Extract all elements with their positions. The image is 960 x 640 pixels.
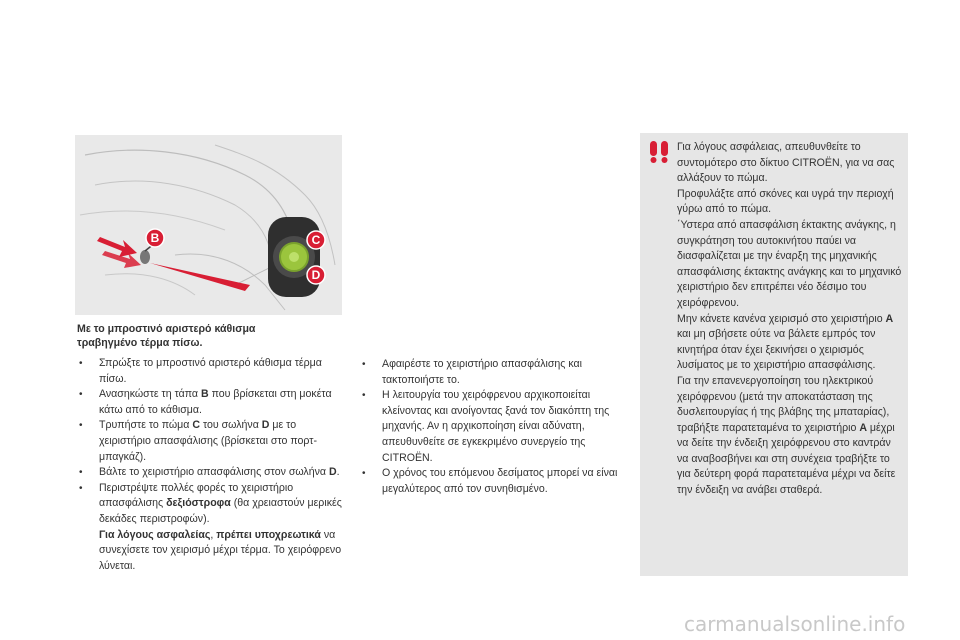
step-item: [77, 387, 345, 418]
emphasis-text: C: [192, 419, 201, 432]
text-segment: μέχρι να δείτε την ένδειξη χειρόφρενου στο καντράν να αναβοσβήνει και στη συνέχεια τραβήξτε το για δεύτερη φορά παρατεταμένα μέχρι να δείτε την ένδειξη να ανάβει σταθερά.: [677, 421, 896, 497]
emphasis-text: D: [329, 466, 337, 479]
bullet-icon: •: [362, 359, 366, 370]
text-segment: Προφυλάξτε από σκόνες και υγρά την περιοχή γύρω από το πώμα.: [677, 187, 894, 216]
text-segment: του σωλήνα: [200, 419, 262, 432]
label-b: B: [150, 231, 160, 245]
emphasis-text: A: [859, 421, 867, 434]
cap-b-shape: [140, 250, 150, 264]
step-item: [77, 418, 345, 465]
step-list: [77, 356, 345, 528]
emphasis-text: Για λόγους ασφαλείας: [99, 528, 211, 541]
seat-floor-drawing: [75, 135, 342, 315]
bullet-icon: •: [362, 390, 366, 402]
warning-text: [677, 140, 902, 499]
text-segment: Ο χρόνος του επόμενου δεσίματος μπορεί να είναι μεγαλύτερος από τον συνηθισμένο.: [382, 467, 618, 495]
section-heading: Με το μπροστινό αριστερό κάθισμα τραβηγμένο τέρμα πίσω.: [77, 323, 256, 349]
parking-brake-release-illustration: [75, 135, 342, 315]
step-item: [77, 465, 345, 481]
text-segment: Αφαιρέστε το χειριστήριο απασφάλισης και τακτοποιήστε το.: [382, 358, 582, 386]
text-segment: Για την επανενεργοποίηση του ηλεκτρικού χειρόφρενου (μετά την αποκατάσταση της δυσλειτουργίας ή της βλάβης της μπαταρίας), τραβήξτε παρατεταμένα το χειριστήριο: [677, 374, 890, 434]
text-segment: να συνεχίσετε τον χειρισμό μέχρι τέρμα. Το χειρόφρενο λύνεται.: [99, 528, 342, 572]
bullet-icon: •: [79, 358, 83, 369]
bullet-icon: •: [79, 467, 83, 479]
safety-note: [77, 528, 345, 575]
text-segment: .: [336, 466, 340, 479]
exclamation-warning-icon: [648, 141, 670, 163]
step-item: [77, 356, 345, 387]
text-segment: Βάλτε το χειριστήριο απασφάλισης στον σωλήνα: [99, 466, 329, 479]
text-segment: Μην κάνετε κανένα χειρισμό στο χειριστήριο: [677, 312, 886, 325]
text-segment: που βρίσκεται στη μοκέτα κάτω από το κάθισμα.: [99, 388, 332, 416]
warning-box: [640, 133, 908, 576]
step-item: [360, 466, 628, 497]
step-item: [360, 357, 628, 388]
text-segment: Περιστρέψτε πολλές φορές το χειριστήριο απασφάλισης: [99, 481, 294, 510]
text-segment: Για λόγους ασφάλειας, απευθυνθείτε το συντομότερο στο δίκτυο CITROËN, για να σας αλλάξουν το πώμα.: [677, 141, 895, 185]
bullet-icon: •: [79, 482, 83, 494]
emphasis-text: B: [200, 388, 209, 401]
text-segment: (θα χρειαστούν μερικές δεκάδες περιστροφών).: [99, 497, 342, 525]
bullet-icon: •: [79, 420, 83, 432]
text-segment: με το χειριστήριο απασφάλισης (βρίσκεται στο πορτ-μπαγκάζ).: [99, 419, 317, 463]
text-segment: και μη σβήσετε ούτε να βάλετε εμπρός τον κινητήρα όταν έχει ξεκινήσει ο χειρισμός λυσίματος με το χειριστήριο απασφάλισης.: [677, 328, 876, 372]
bullet-icon: •: [79, 389, 83, 401]
label-c: C: [311, 233, 321, 247]
text-segment: ΄Υστερα από απασφάλιση έκτακτης ανάγκης, η συγκράτηση του αυτοκινήτου παύει να διασφαλίζεται με την έναρξη της μηχανικής απασφάλισης έκτακτης ανάγκης και το μηχανικό χειριστήριο δεν επιτρέπει νέο δέσιμο του χειρόφρενου.: [677, 218, 902, 309]
text-segment: Τρυπήστε το πώμα: [99, 419, 193, 432]
emphasis-text: A: [885, 312, 894, 325]
emphasis-text: πρέπει υποχρεωτικά: [216, 528, 321, 541]
section-seat-back: [77, 322, 345, 574]
text-segment: Η λειτουργία του χειρόφρενου αρχικοποιείται κλείνοντας και ανοίγοντας ξανά τον διακόπτη της μηχανής. Αν η αρχικοποίηση είναι αδύνατη, απευθυνθείτε σε εγκεκριμένο συνεργείο της CITROËN.: [382, 389, 610, 464]
label-d: D: [311, 268, 321, 282]
watermark: carmanualsonline.info: [684, 612, 906, 636]
text-segment: Ανασηκώστε τη τάπα: [99, 388, 201, 401]
emphasis-text: δεξιόστροφα: [166, 497, 231, 510]
text-segment: Σπρώξτε το μπροστινό αριστερό κάθισμα τέρμα πίσω.: [99, 357, 322, 385]
text-segment: ,: [210, 528, 217, 541]
emphasis-text: D: [261, 419, 270, 432]
step-list-2: [360, 357, 628, 497]
bullet-icon: •: [362, 468, 366, 480]
section-finish: [360, 357, 628, 497]
step-item: [360, 388, 628, 466]
step-item: [77, 481, 345, 528]
